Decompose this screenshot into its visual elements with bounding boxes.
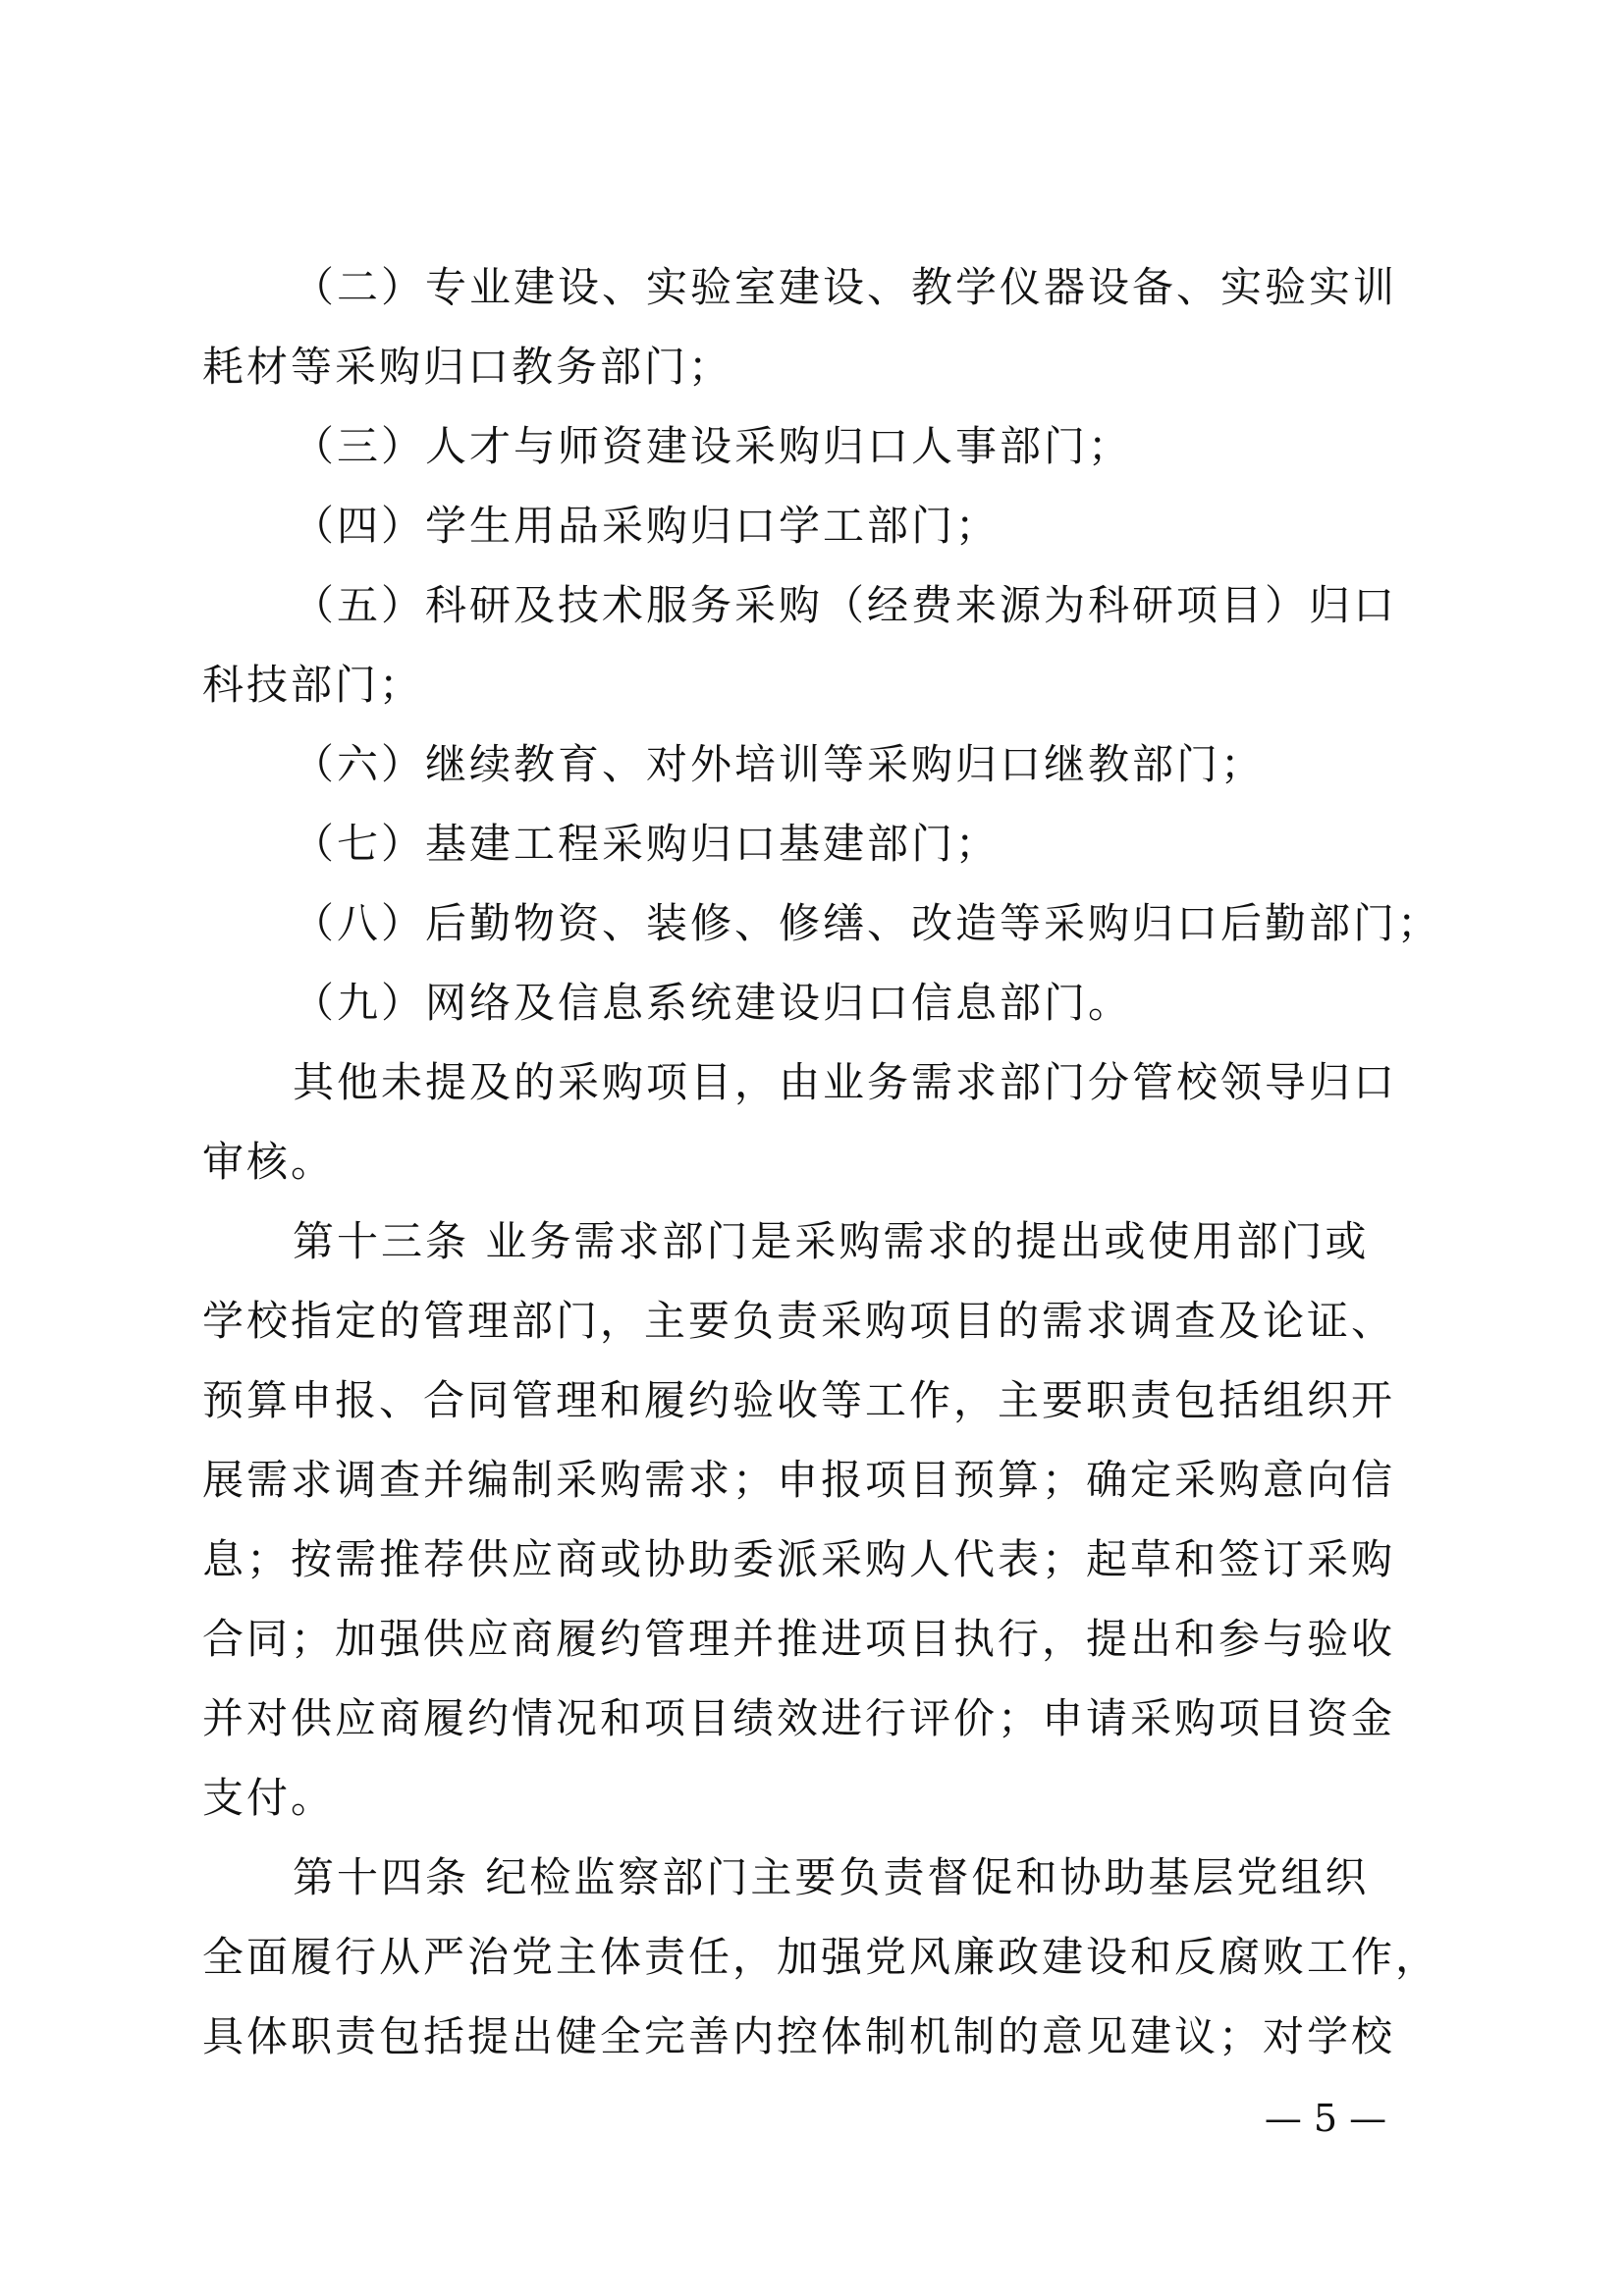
text-line: 耗材等采购归口教务部门；	[202, 343, 733, 391]
text-line: （四）学生用品采购归口学工部门；	[293, 502, 1001, 550]
text-line: 科技部门；	[202, 661, 424, 709]
document-body	[202, 247, 1442, 2076]
text-line: 全面履行从严治党主体责任，加强党风廉政建设和反腐败工作，	[202, 1933, 1440, 1981]
text-line: （三）人才与师资建设采购归口人事部门；	[293, 422, 1133, 470]
page-number: — 5 —	[1264, 2097, 1387, 2140]
text-line: 具体职责包括提出健全完善内控体制机制的意见建议；对学校	[202, 2012, 1396, 2060]
text-line: 审核。	[202, 1138, 336, 1186]
text-line: 学校指定的管理部门，主要负责采购项目的需求调查及论证、	[202, 1297, 1396, 1345]
text-line: （七）基建工程采购归口基建部门；	[293, 820, 1001, 868]
text-line: （八）后勤物资、装修、修缮、改造等采购归口后勤部门；	[293, 899, 1442, 947]
text-line: 展需求调查并编制采购需求；申报项目预算；确定采购意向信	[202, 1456, 1396, 1504]
text-line: 并对供应商履约情况和项目绩效进行评价；申请采购项目资金	[202, 1694, 1396, 1742]
text-line: （六）继续教育、对外培训等采购归口继教部门；	[293, 740, 1266, 788]
text-line: （九）网络及信息系统建设归口信息部门。	[293, 979, 1133, 1027]
text-line: （二）专业建设、实验室建设、教学仪器设备、实验实训	[293, 263, 1398, 311]
text-line: 合同；加强供应商履约管理并推进项目执行，提出和参与验收	[202, 1615, 1396, 1663]
text-line: 息；按需推荐供应商或协助委派采购人代表；起草和签订采购	[202, 1535, 1396, 1583]
text-line: 预算申报、合同管理和履约验收等工作，主要职责包括组织开	[202, 1376, 1396, 1424]
text-line: 第十四条 纪检监察部门主要负责督促和协助基层党组织	[293, 1853, 1370, 1901]
text-line: 第十三条 业务需求部门是采购需求的提出或使用部门或	[293, 1217, 1370, 1265]
text-line: 其他未提及的采购项目，由业务需求部门分管校领导归口	[293, 1058, 1398, 1106]
text-line: （五）科研及技术服务采购（经费来源为科研项目）归口	[293, 581, 1398, 629]
text-line: 支付。	[202, 1774, 336, 1822]
